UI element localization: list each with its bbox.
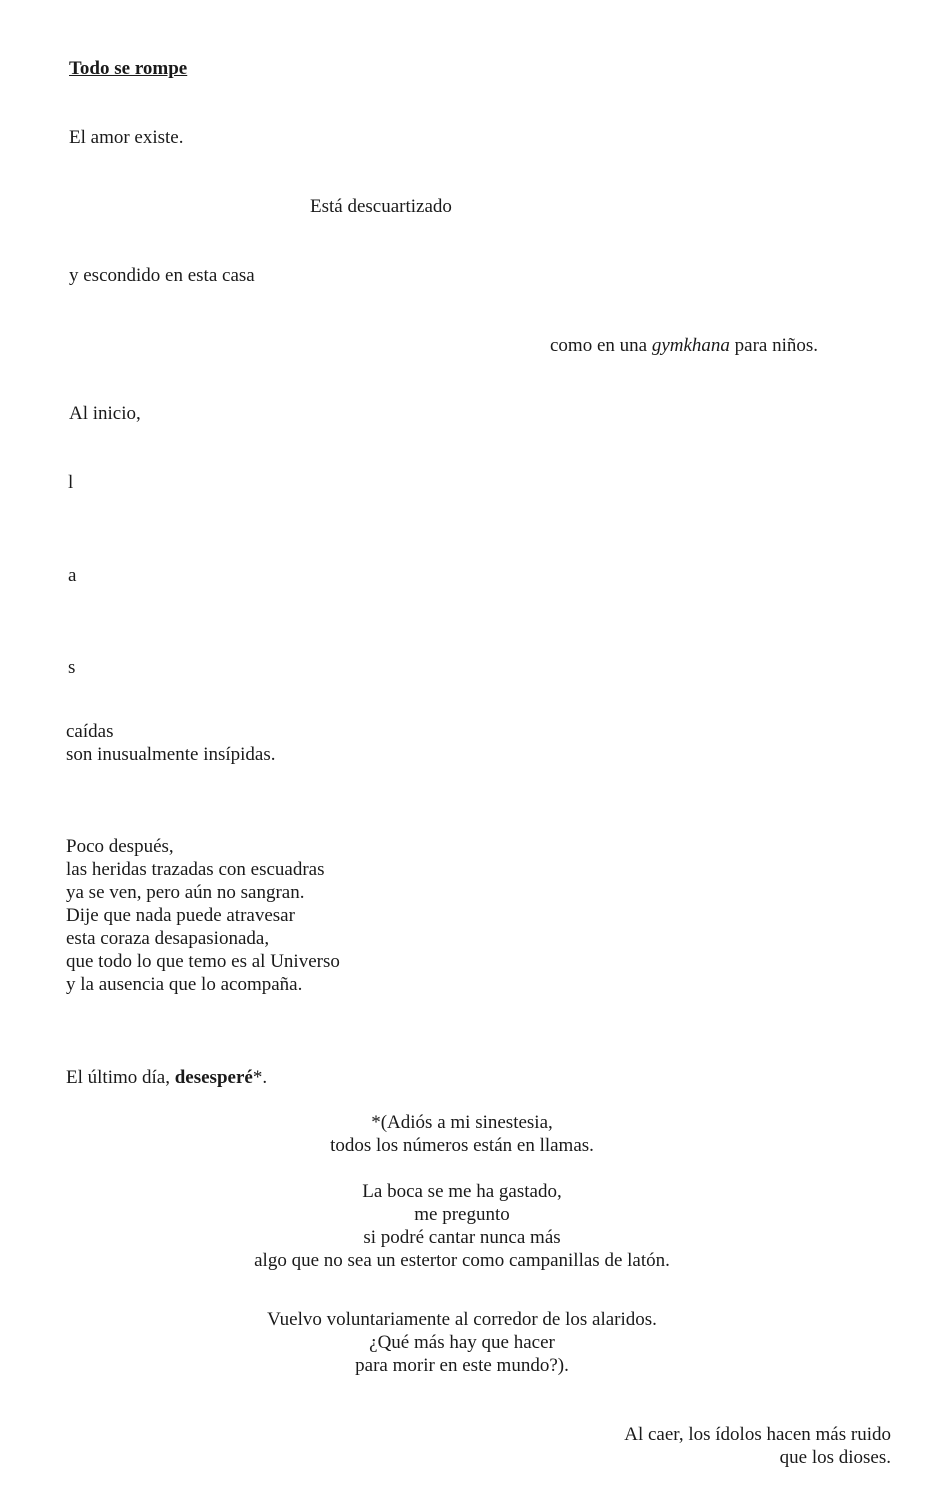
footnote-stanza: [0, 1111, 924, 1157]
stanza-line: son inusualmente insípidas.: [66, 744, 276, 765]
poem-line: Al inicio,: [69, 403, 141, 424]
stanza: [66, 835, 340, 996]
line-text: como en una: [550, 335, 652, 356]
stanza-line: y la ausencia que lo acompaña.: [66, 974, 303, 995]
line-text: El último día,: [66, 1067, 175, 1088]
stanza: [66, 720, 276, 766]
footnote-line: La boca se me ha gastado,: [362, 1181, 562, 1202]
footnote-line: todos los números están en llamas.: [330, 1135, 594, 1156]
poem-line: Está descuartizado: [310, 196, 452, 217]
italic-word: gymkhana: [651, 335, 730, 356]
bold-word: desesperé: [174, 1067, 253, 1088]
poem-title: Todo se rompe: [69, 58, 188, 79]
line-text: *.: [252, 1067, 268, 1088]
falling-letter: a: [68, 565, 77, 586]
footnote-stanza: [0, 1180, 924, 1272]
poem-line: y escondido en esta casa: [69, 265, 255, 286]
footnote-line: para morir en este mundo?).: [355, 1355, 569, 1376]
poem-line: [66, 1066, 267, 1089]
stanza-line: que todo lo que temo es al Universo: [66, 951, 340, 972]
footnote-line: me pregunto: [414, 1204, 510, 1225]
footnote-line: algo que no sea un estertor como campanillas de latón.: [254, 1250, 670, 1271]
stanza-line: las heridas trazadas con escuadras: [66, 859, 325, 880]
stanza-line: caídas: [66, 721, 114, 742]
poem-line: El amor existe.: [69, 127, 184, 148]
closing-stanza: [624, 1423, 891, 1469]
stanza-line: ya se ven, pero aún no sangran.: [66, 882, 305, 903]
falling-letter: s: [68, 657, 76, 678]
falling-letter: l: [68, 472, 74, 493]
closing-line: Al caer, los ídolos hacen más ruido: [624, 1424, 891, 1445]
footnote-line: ¿Qué más hay que hacer: [369, 1332, 555, 1353]
stanza-line: esta coraza desapasionada,: [66, 928, 270, 949]
footnote-stanza: [0, 1308, 924, 1377]
line-text: para niños.: [729, 335, 819, 356]
footnote-line: si podré cantar nunca más: [363, 1227, 561, 1248]
closing-line: que los dioses.: [779, 1447, 891, 1468]
stanza-line: Poco después,: [66, 836, 174, 857]
footnote-line: *(Adiós a mi sinestesia,: [371, 1112, 553, 1133]
footnote-line: Vuelvo voluntariamente al corredor de los alaridos.: [267, 1309, 657, 1330]
stanza-line: Dije que nada puede atravesar: [66, 905, 295, 926]
poem-line: [550, 334, 818, 357]
